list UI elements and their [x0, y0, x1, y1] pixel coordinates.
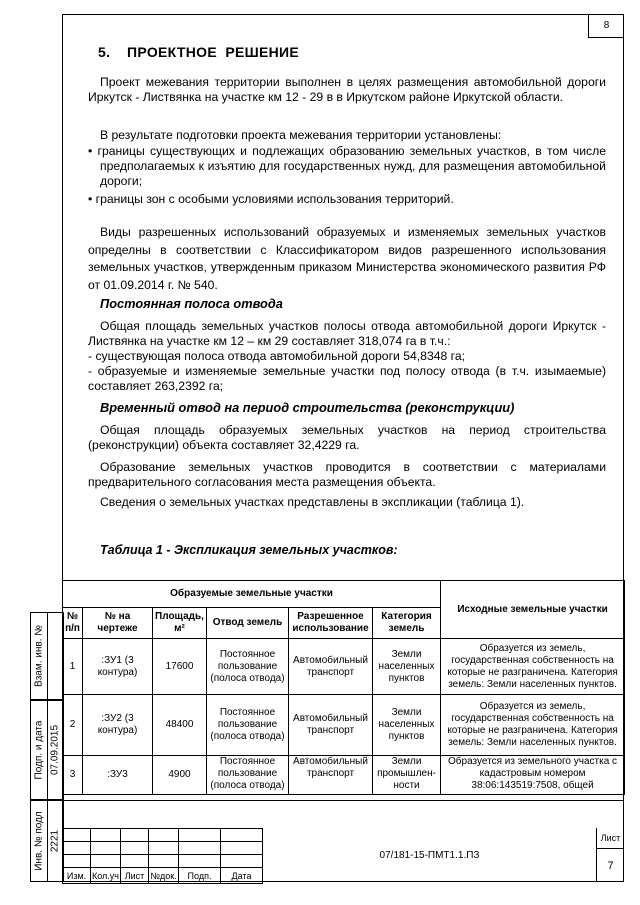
paragraph-result: В результате подготовки проекта межевания территории установлены:	[100, 128, 502, 142]
table-row	[63, 695, 625, 756]
cell-use: Автомобильный транспорт	[289, 639, 373, 695]
cell-allotment: Постоянное пользование (полоса отвода)	[207, 695, 289, 756]
document-code: 07/181-15-ПМТ1.1.ПЗ	[262, 828, 596, 882]
cell-number: 3	[63, 756, 83, 795]
bullet-item: • границы зон с особыми условиями использования территорий.	[88, 192, 454, 206]
cell-drawing: :ЗУ3	[83, 756, 153, 795]
table-row	[63, 639, 625, 695]
cell-category: Земли промышлен-ности	[373, 756, 441, 795]
cell-source: Образуется из земель, государственная собственность на которые не разграничена. Категория земель: Земли населенных пунктов.	[441, 695, 625, 756]
side-inv	[30, 800, 64, 882]
permanent-line: - образуемые и изменяемые земельные участки под полосу отвода (в т.ч. изымаемые) составляет 263,2392 га;	[88, 364, 606, 393]
cell-source: Образуется из земельного участка с кадастровым номером 38:06:143519:7508, общей	[441, 756, 625, 795]
source-header: Исходные земельные участки	[441, 581, 625, 639]
cell-drawing: :ЗУ2 (3 контура)	[83, 695, 153, 756]
cell-category: Земли населенных пунктов	[373, 695, 441, 756]
column-header: № на чертеже	[83, 608, 153, 639]
column-header: Площадь, м²	[153, 608, 207, 639]
paragraph-temporary: Общая площадь образуемых земельных участков на период строительства (реконструкции) объекта составляет 32,4229 га.	[88, 423, 606, 452]
stamp-col-label: Кол.уч	[91, 868, 121, 884]
cell-drawing: :ЗУ1 (3 контура)	[83, 639, 153, 695]
explication-table	[62, 580, 625, 795]
side-label: Инв. № подл	[33, 811, 45, 871]
group-header: Образуемые земельные участки	[63, 581, 441, 608]
column-header: № п/п	[63, 608, 83, 639]
paragraph-permanent	[88, 319, 606, 394]
section-heading: 5. ПРОЕКТНОЕ РЕШЕНИЕ	[98, 44, 300, 60]
stamp-col-label: Подп.	[179, 868, 221, 884]
cell-area: 4900	[153, 756, 207, 795]
cell-allotment: Постоянное пользование (полоса отвода)	[207, 756, 289, 795]
cell-number: 1	[63, 639, 83, 695]
column-header: Категория земель	[373, 608, 441, 639]
side-vzam	[30, 612, 64, 700]
stamp-col-label: №док.	[149, 868, 179, 884]
paragraph-intro: Проект межевания территории выполнен в целях размещения автомобильной дороги Иркутск - Листвянка на участке км 12 - 29 в в Иркутском районе Иркутской области.	[88, 75, 606, 104]
bullet-item: • границы существующих и подлежащих образованию земельных участков, в том числе предполагаемых к изъятию для государственных нужд, для размещения автомобильной дороги;	[88, 144, 606, 188]
permanent-line: Общая площадь земельных участков полосы отвода автомобильной дороги Иркутск - Листвянка на участке км 12 – км 29 составляет 318,074 га в т.ч.:	[88, 319, 606, 348]
cell-area: 17600	[153, 639, 207, 695]
cell-category: Земли населенных пунктов	[373, 639, 441, 695]
table-caption: Таблица 1 - Экспликация земельных участков:	[100, 543, 398, 557]
column-header: Разрешенное использование	[289, 608, 373, 639]
paragraph-info: Сведения о земельных участках представлены в экспликации (таблица 1).	[100, 495, 525, 509]
sheet-label: Лист	[597, 828, 624, 849]
stamp-col-label: Лист	[121, 868, 149, 884]
page-number: 8	[588, 14, 624, 38]
side-podp	[30, 700, 64, 800]
paragraph-types: Виды разрешенных использований образуемых и изменяемых земельных участков определны в соответствии с Классификатором видов разрешенного использования земельных участков, утвержденным приказом Министерства экономического развития РФ от 01.09.2014 г. № 540.	[88, 225, 606, 292]
permanent-line: - существующая полоса отвода автомобильной дороги 54,8348 га;	[88, 349, 466, 363]
cell-use: Автомобильный транспорт	[289, 756, 373, 795]
side-value: 2221	[49, 829, 61, 853]
stamp-col-label: Дата	[221, 868, 263, 884]
side-label: Взам. инв. №	[33, 625, 45, 687]
bullet-list	[88, 144, 606, 207]
column-header: Отвод земель	[207, 608, 289, 639]
cell-use: Автомобильный транспорт	[289, 695, 373, 756]
cell-area: 48400	[153, 695, 207, 756]
paragraph-formation: Образование земельных участков проводится в соответствии с материалами предварительного согласования места размещения объекта.	[88, 460, 606, 489]
title-block-grid	[62, 828, 263, 884]
side-label: Подп. и дата	[33, 720, 45, 780]
cell-source: Образуется из земель, государственная собственность на которые не разграничена. Категория земель: Земли населенных пунктов.	[441, 639, 625, 695]
cell-allotment: Постоянное пользование (полоса отвода)	[207, 639, 289, 695]
sheet-box	[596, 828, 624, 882]
subheading-permanent: Постоянная полоса отвода	[100, 296, 283, 311]
sheet-number: 7	[607, 859, 614, 872]
side-value: 07.09.2015	[49, 724, 61, 776]
subheading-temporary: Временный отвод на период строительства (реконструкции)	[100, 400, 515, 415]
stamp-col-label: Изм.	[63, 868, 91, 884]
table-row	[63, 756, 625, 795]
cell-number: 2	[63, 695, 83, 756]
